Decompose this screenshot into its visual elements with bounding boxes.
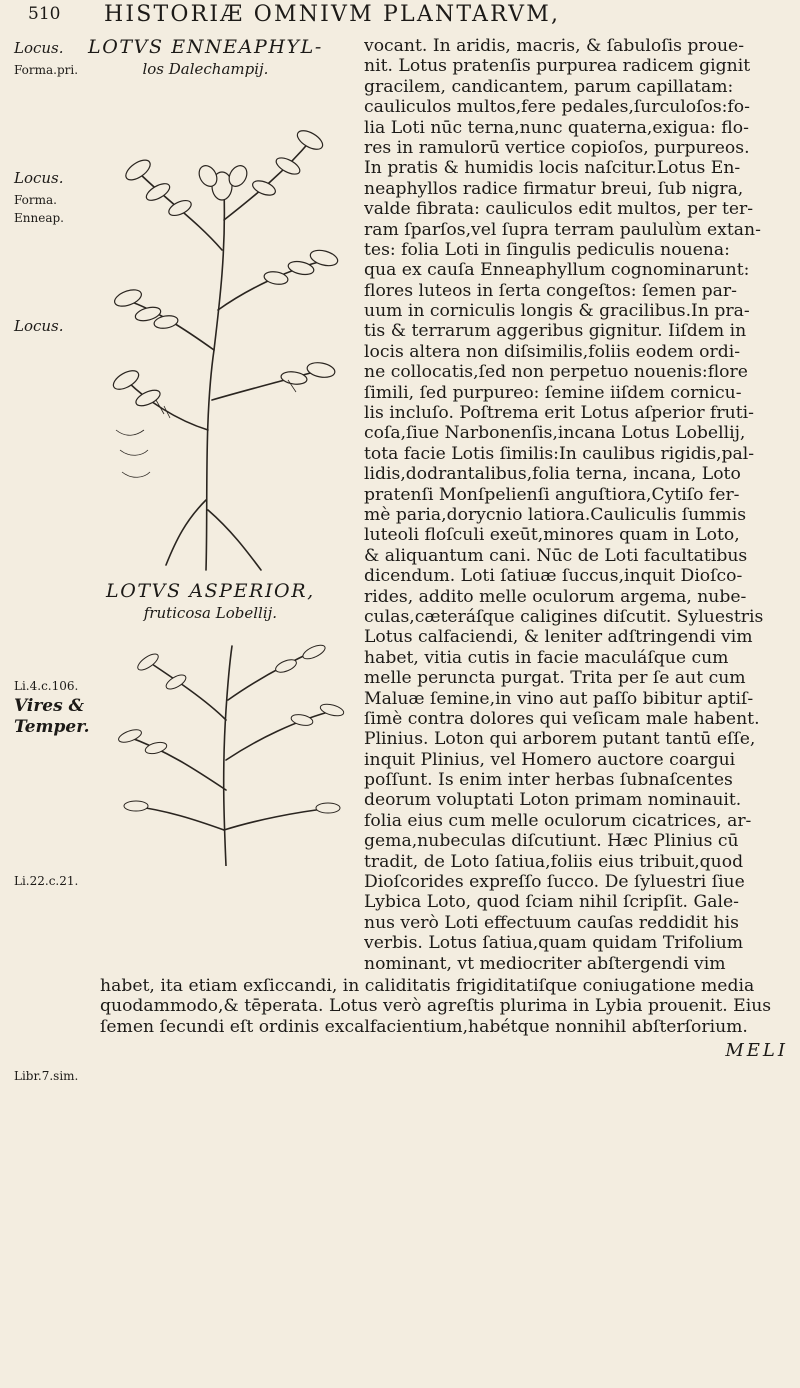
lotus-asperior-woodcut (96, 640, 360, 866)
margin-forma-2: Forma. (14, 193, 57, 207)
text-line: luteoli floſculi exeūt,minores quam in Loto, (364, 525, 740, 546)
text-line: culas,cæteráſque caligines diſcutit. Syluestris (364, 606, 764, 627)
text-line: ſimili, ſed purpureo: ſemine iiſdem cornicu- (364, 382, 742, 403)
lotus-enneaphyllos-drawing (96, 100, 358, 580)
text-line: quodammodo,& tēperata. Lotus verò agreſtis plurima in Lybia prouenit. Eius (100, 996, 772, 1017)
text-line: nus verò Loti effectuum cauſas reddidit his (364, 912, 739, 933)
text-line: lidis,dodrantalibus,folia terna, incana, Loto (364, 464, 741, 485)
text-line: res in ramulorū vertice copioſos, purpureos. (364, 137, 750, 158)
text-line: vocant. In aridis, macris, & ſabuloſis proue- (364, 36, 745, 56)
text-line: valde fibrata: cauliculos edit multos, per ter- (364, 199, 754, 220)
text-line: & aliquantum cani. Nūc de Loti facultatibus (364, 545, 748, 566)
text-line: dicendum. Loti ſatiuæ ſuccus,inquit Dioſco- (364, 566, 743, 587)
margin-ref-li4: Li.4.c.106. (14, 679, 79, 693)
text-line: Lotus calfaciendi, & leniter adſtringendi vim (364, 627, 753, 648)
text-line: tota facie Lotis ſimilis:In caulibus rigidis,pal- (364, 443, 755, 464)
figure-2-title: LOTVS ASPERIOR, (106, 580, 315, 602)
figure-1-caption (88, 36, 323, 78)
lotus-enneaphyllos-woodcut (96, 100, 358, 580)
text-line: ram ſparſos,vel ſupra terram paululùm extan- (364, 219, 761, 240)
margin-enneap: Enneap. (14, 211, 64, 225)
text-line: mè paria,dorycnio latiora.Cauliculis ſummis (364, 504, 747, 525)
text-line: uum in corniculis longis & gracilibus.In pra- (364, 301, 750, 322)
text-line: cauliculos multos,fere pedales,ſurculoſos:fo- (364, 97, 750, 118)
text-line: tes: folia Loti in ſingulis pediculis nouena: (364, 239, 730, 260)
text-line: habet, vitia cutis in facie maculáſque cum (364, 647, 729, 668)
margin-ref-li22: Li.22.c.21. (14, 874, 79, 888)
text-line: inquit Plinius, vel Homero auctore coargui (364, 749, 736, 770)
full-width-text (100, 976, 790, 1037)
text-line: poſſunt. Is enim inter herbas ſubnaſcentes (364, 770, 733, 791)
text-line: ne collocatis,ſed non perpetuo nouenis:flore (364, 362, 748, 383)
text-line: gracilem, candicantem, parum capillatam: (364, 76, 734, 97)
text-line: neaphyllos radice firmatur breui, ſub nigra, (364, 178, 744, 199)
text-line: Maluæ ſemine,in vino aut paſſo bibitur aptiſ- (364, 688, 754, 709)
text-line: rides, addito melle oculorum argema, nube- (364, 586, 747, 607)
margin-locus-3: Locus. (14, 317, 64, 335)
text-line: ſimè contra dolores qui veſicam male habent. (364, 708, 760, 729)
text-line: qua ex cauſa Enneaphyllum cognominarunt: (364, 260, 750, 281)
text-line: coſa,ſiue Narbonenſis,incana Lotus Lobellij, (364, 423, 746, 444)
figure-1-subtitle: los Dalechampij. (142, 60, 269, 78)
text-line: lia Loti nūc terna,nunc quaterna,exigua: flo- (364, 117, 749, 138)
margin-temper: Temper. (14, 717, 90, 737)
margin-locus-2: Locus. (14, 169, 64, 187)
text-line: locis altera non diſsimilis,foliis eodem ordi- (364, 341, 741, 362)
text-line: flores luteos in ſerta congeſtos: ſemen par- (364, 280, 737, 301)
figure-2-subtitle: fruticosa Lobellij. (143, 604, 278, 622)
margin-vires: Vires & (14, 696, 84, 716)
text-line: In pratis & humidis locis naſcitur.Lotus En- (364, 158, 741, 179)
text-line: Plinius. Loton qui arborem putant tantū eſſe, (364, 729, 756, 750)
margin-ref-libr7: Libr.7.sim. (14, 1069, 79, 1083)
running-head: HISTORIÆ OMNIVM PLANTARVM, (104, 2, 561, 27)
text-line: folia eius cum melle oculorum cicatrices, ar- (364, 810, 752, 831)
text-line: ſemen ſecundi eſt ordinis excalfacientium,habétque nonnihil abſterſorium. (100, 1016, 748, 1037)
text-line: melle perunctа purgat. Trita per ſe aut cum (364, 668, 746, 689)
figure-2-caption (106, 580, 315, 622)
text-line: tis & terrarum aggeribus gignitur. Iiſdem in (364, 321, 747, 342)
margin-locus-1: Locus. (14, 39, 64, 57)
text-line: tradit, de Loto ſatiua,foliis eius tribuit,quod (364, 851, 744, 872)
catchword: MELI (725, 1040, 788, 1061)
page-number: 510 (28, 4, 61, 24)
margin-forma-1: Forma.pri. (14, 63, 79, 77)
main-text-column (364, 36, 794, 974)
text-line: verbis. Lotus ſatiua,quam quidam Trifolium (364, 933, 744, 954)
text-line: nominant, vt mediocriter abſtergendi vim (364, 953, 726, 974)
text-line: nit. Lotus pratenſis purpurea radicem gignit (364, 56, 751, 77)
text-line: lis incluſo. Poſtrema erit Lotus aſperior fruti- (364, 403, 754, 424)
text-line: gema,nubeculas diſcutiunt. Hæc Plinius cū (364, 831, 739, 852)
text-line: Dioſcorides expreſſo ſucco. De ſyluestri ſiue (364, 872, 745, 893)
text-line: Lybica Loto, quod ſciam nihil ſcripſit. Gale- (364, 892, 739, 913)
text-line: pratenſi Monſpelienſi anguſtiora,Cytiſo fer- (364, 484, 740, 505)
figure-1-title: LOTVS ENNEAPHYL- (88, 36, 323, 58)
lotus-asperior-drawing (96, 640, 360, 866)
text-line: habet, ita etiam exſiccandi, in caliditatis frigiditatiſque coniugatione media (100, 976, 755, 996)
text-line: deorum voluptati Loton primam nominauit. (364, 790, 742, 811)
